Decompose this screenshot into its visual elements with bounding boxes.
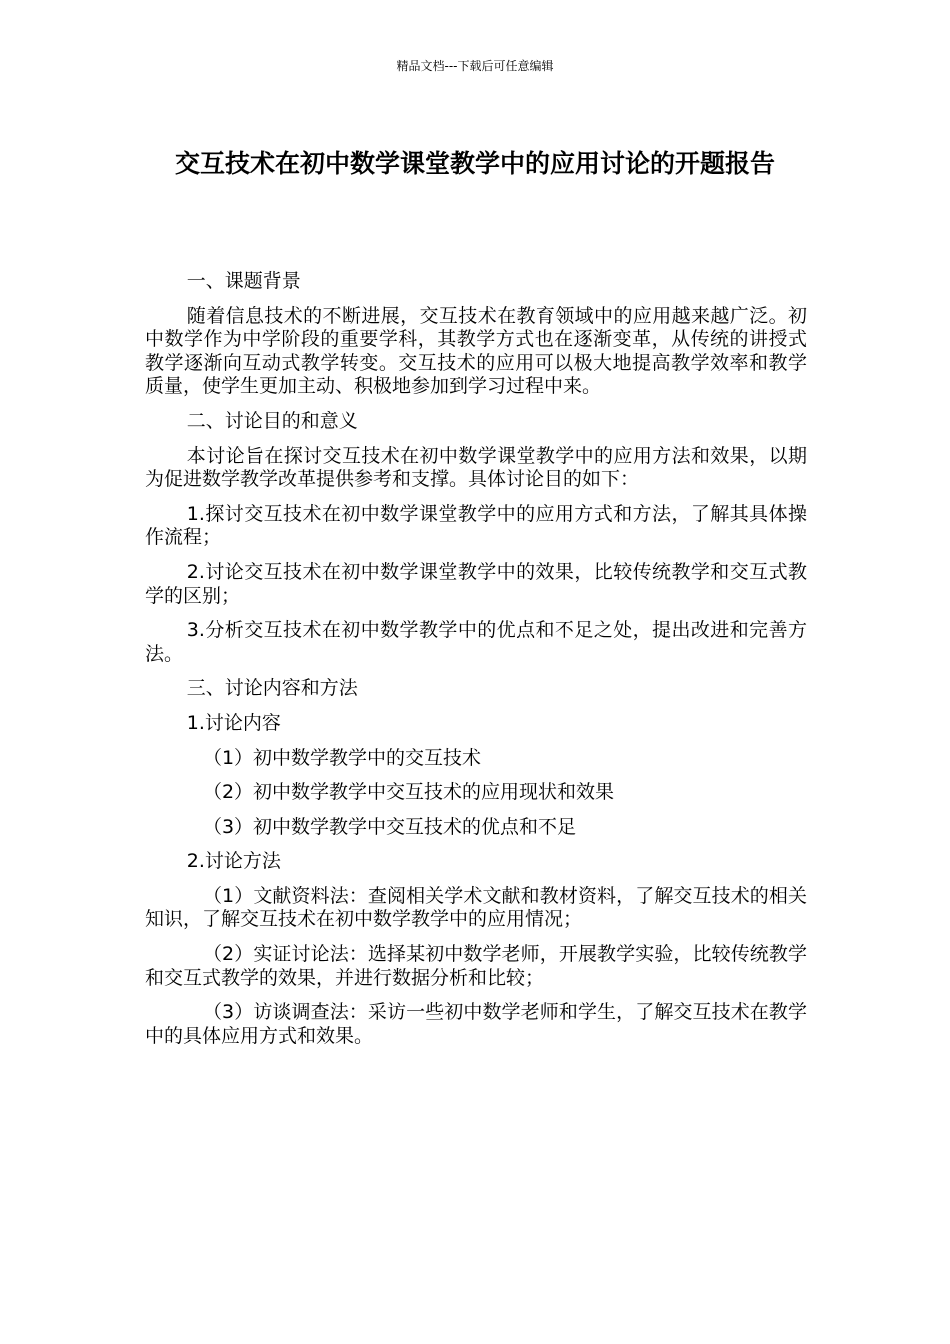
section-heading-background: 一、课题背景 <box>186 270 301 292</box>
method-item-3: （3）访谈调查法：采访一些初中数学老师和学生，了解交互技术在教学中的具体应用方式和效果。 <box>145 1001 807 1047</box>
section-heading-content-methods: 三、讨论内容和方法 <box>186 677 358 700</box>
page-header: 精品文档---下载后可任意编辑 <box>396 59 554 73</box>
content-item-3: （3）初中数学教学中交互技术的优点和不足 <box>202 815 577 838</box>
subheading-content: 1.讨论内容 <box>186 711 281 734</box>
document-body <box>145 270 807 1059</box>
section-heading-purpose: 二、讨论目的和意义 <box>186 409 358 432</box>
document-title: 交互技术在初中数学课堂教学中的应用讨论的开题报告 <box>174 149 775 178</box>
method-item-2: （2）实证讨论法：选择某初中数学老师，开展教学实验，比较传统教学和交互式教学的效果，并进行数据分析和比较； <box>145 943 807 989</box>
purpose-item-1: 1.探讨交互技术在初中数学课堂教学中的应用方式和方法，了解其具体操作流程； <box>145 502 807 549</box>
subheading-methods: 2.讨论方法 <box>186 850 281 873</box>
purpose-item-2: 2.讨论交互技术在初中数学课堂教学中的效果，比较传统教学和交互式教学的区别； <box>145 560 807 607</box>
method-item-1: （1）文献资料法：查阅相关学术文献和教材资料，了解交互技术的相关知识，了解交互技术在初中数学教学中的应用情况； <box>145 884 807 931</box>
paragraph-background: 随着信息技术的不断进展，交互技术在教育领域中的应用越来越广泛。初中数学作为中学阶段的重要学科，其教学方式也在逐渐变革，从传统的讲授式教学逐渐向互动式教学转变。交互技术的应用可以极大地提高教学效率和教学质量，使学生更加主动、积极地参加到学习过程中来。 <box>145 304 807 398</box>
purpose-item-3: 3.分析交互技术在初中数学教学中的优点和不足之处，提出改进和完善方法。 <box>145 619 807 665</box>
content-item-1: （1）初中数学教学中的交互技术 <box>202 746 482 769</box>
paragraph-purpose: 本讨论旨在探讨交互技术在初中数学课堂教学中的应用方法和效果，以期为促进数学教学改革提供参考和支撑。具体讨论目的如下： <box>145 444 807 491</box>
content-item-2: （2）初中数学教学中交互技术的应用现状和效果 <box>202 781 615 804</box>
